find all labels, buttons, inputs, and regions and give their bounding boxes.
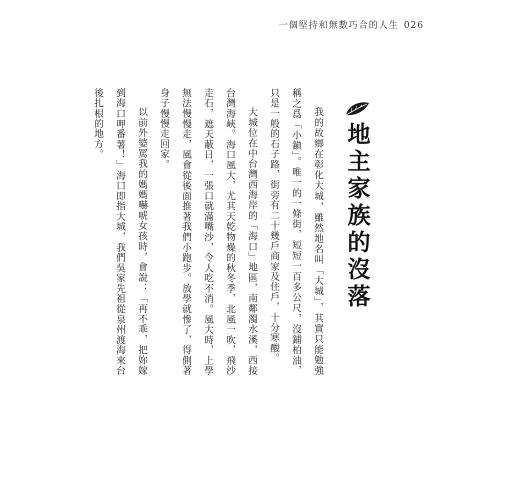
paragraph: 以前外婆罵我的媽媽嚇唬女孩時，會說：「再不乖，把妳嫁到海口呷番薯！」海口即指大城，我們吳家先祖從泉州渡海來台後扎根的地方。 [92,88,147,376]
leaf-icon [343,100,371,118]
paragraph: 大城位在中台灣西海岸的「海口」地區，南鄰濁水溪，西接台灣海峽。海口風大，尤其天乾物燥的秋冬季，北風一吹，飛沙走石，遮天蔽日，一張口就滿嘴沙，令人吃不消。風大時，上學無法慢慢走，風會從後面推著我們小跑步。放學就慘了，得側著身子慢慢走回家。 [158,88,257,376]
chapter-title: 地主家族的沒落 [343,122,371,311]
page-number: 026 [403,21,424,31]
body-text [92,88,328,376]
paragraph: 我的故鄉在彰化大城，雖然地名叫「大城」，其實只能勉強稱之爲「小鎭」。唯一的一條街，短短一百多公尺，沒鋪柏油，只是一般的石子路，街旁有二十幾戶商家及住戶，十分寒酸。 [268,88,323,376]
chapter-heading [339,100,375,311]
running-head-title: 一個堅持和無數巧合的人生 [278,21,399,31]
running-head [279,18,424,31]
